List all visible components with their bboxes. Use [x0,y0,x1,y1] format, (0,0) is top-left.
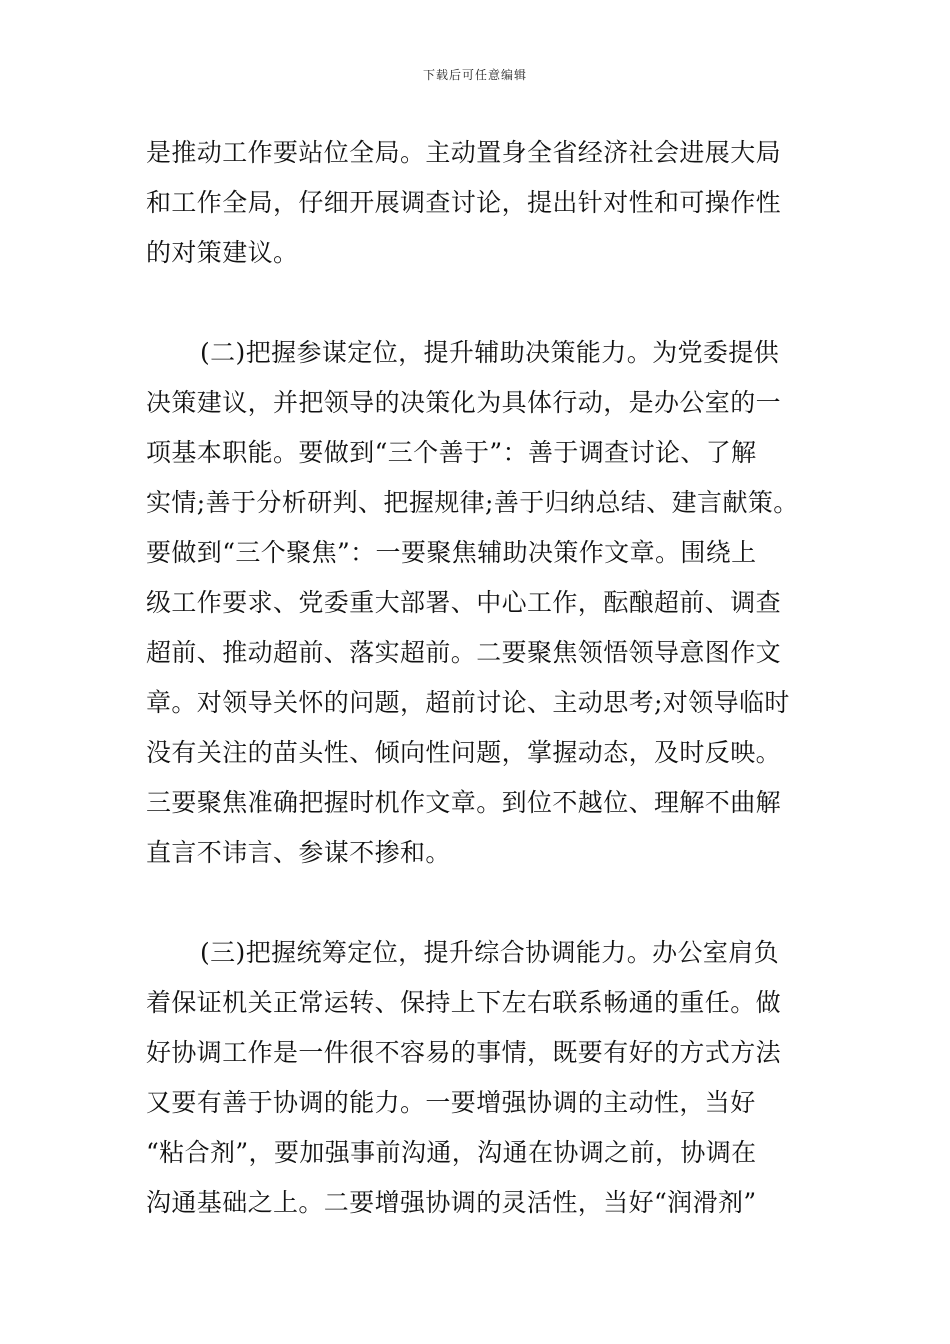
text-line: 好协调工作是一件很不容易的事情，既要有好的方式方法 [146,1038,782,1067]
text-line: 三要聚焦准确把握时机作文章。到位不越位、理解不曲解 [146,788,782,817]
text-line: 的对策建议。 [146,238,299,267]
text-line: 是推动工作要站位全局。主动置身全省经济社会进展大局 [146,138,782,167]
text-line: 章。对领导关怀的问题，超前讨论、主动思考;对领导临时 [146,688,790,717]
paragraph-spacer [146,278,811,328]
paragraph-3 [146,928,811,1228]
text-line: 又要有善于协调的能力。一要增强协调的主动性，当好 [146,1088,756,1117]
text-line: 要做到“三个聚焦”：一要聚焦辅助决策作文章。围绕上 [146,538,757,567]
text-line: “粘合剂”，要加强事前沟通，沟通在协调之前，协调在 [146,1138,757,1167]
text-line: 没有关注的苗头性、倾向性问题，掌握动态，及时反映。 [146,738,782,767]
text-line: (二)把握参谋定位，提升辅助决策能力。为党委提供 [200,338,780,367]
page-header: 下载后可任意编辑 [422,68,527,82]
text-line: 决策建议，并把领导的决策化为具体行动，是办公室的一 [146,388,782,417]
paragraph-2 [146,328,811,878]
document-body [146,128,811,1228]
text-line: 直言不讳言、参谋不掺和。 [146,838,451,867]
paragraph-1 [146,128,811,278]
text-line: 级工作要求、党委重大部署、中心工作，酝酿超前、调查 [146,588,782,617]
text-line: 超前、推动超前、落实超前。二要聚焦领悟领导意图作文 [146,638,782,667]
paragraph-spacer [146,878,811,928]
text-line: 沟通基础之上。二要增强协调的灵活性，当好“润滑剂” [146,1188,757,1217]
text-line: 和工作全局，仔细开展调查讨论，提出针对性和可操作性 [146,188,782,217]
text-line: 着保证机关正常运转、保持上下左右联系畅通的重任。做 [146,988,782,1017]
text-line: (三)把握统筹定位，提升综合协调能力。办公室肩负 [200,938,780,967]
text-line: 实情;善于分析研判、把握规律;善于归纳总结、建言献策。 [146,488,799,517]
text-line: 项基本职能。要做到“三个善于”：善于调查讨论、了解 [146,438,757,467]
